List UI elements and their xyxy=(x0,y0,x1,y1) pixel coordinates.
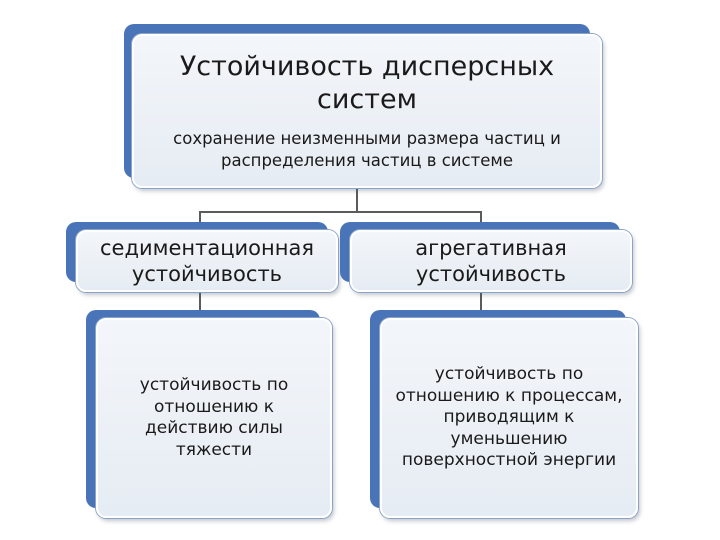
root-title: Устойчивость дисперсных систем xyxy=(179,51,555,115)
connector-right-lower xyxy=(480,292,482,312)
right-branch-box xyxy=(350,230,632,292)
connector-left-lower xyxy=(199,292,201,312)
right-detail-box xyxy=(380,318,638,518)
right-detail-text: устойчивость по отношению к процессам, приводящим к уменьшению поверхностной энергии xyxy=(395,364,623,471)
left-detail-box xyxy=(96,318,332,518)
connector-root-down xyxy=(356,188,358,212)
left-detail-text: устойчивость по отношению к действию силы тяжести xyxy=(139,375,289,460)
left-branch-box xyxy=(76,230,338,292)
left-branch-label: седиментационная устойчивость xyxy=(100,236,314,286)
right-branch-label: агрегативная устойчивость xyxy=(415,236,567,286)
root-subtitle: сохранение неизменными размера частиц и распределения частиц в системе xyxy=(173,129,561,170)
root-box xyxy=(132,34,602,188)
connector-horizontal xyxy=(199,211,482,213)
